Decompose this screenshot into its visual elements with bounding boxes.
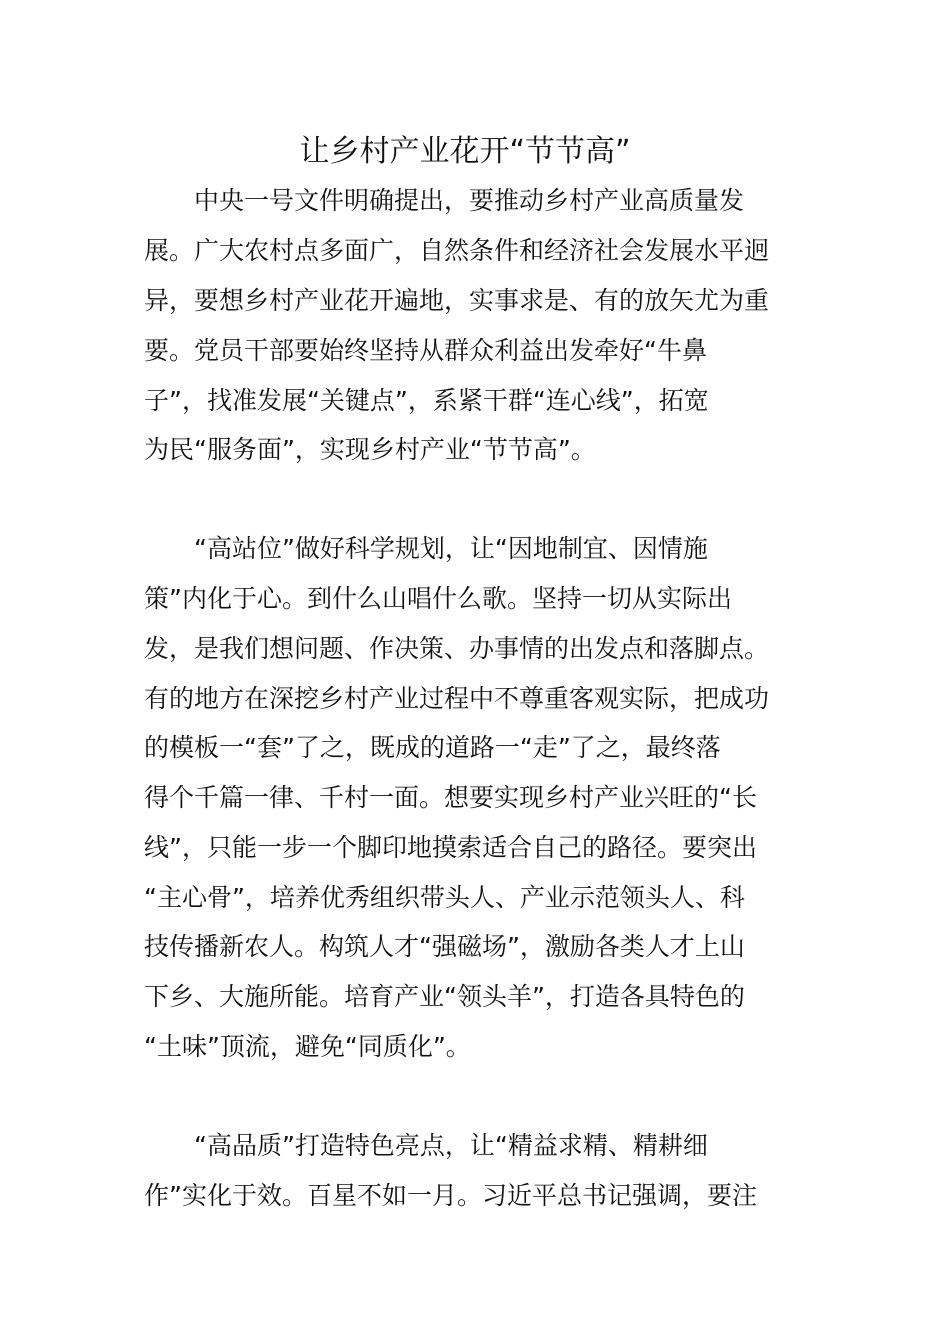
text-line: 下乡、大施所能。培育产业“领头羊”，打造各具特色的 xyxy=(144,982,745,1011)
text-line: “主心骨”，培养优秀组织带头人、产业示范领头人、科 xyxy=(144,883,745,912)
text-line: 的模板一“套”了之，既成的道路一“走”了之，最终落 xyxy=(144,733,721,762)
text-line: 为民“服务面”，实现乡村产业“节节高”。 xyxy=(144,435,596,464)
text-line: 中央一号文件明确提出，要推动乡村产业高质量发 xyxy=(144,186,745,215)
text-line: “高品质”打造特色亮点，让“精益求精、精耕细 xyxy=(144,1131,708,1160)
text-line: 发，是我们想问题、作决策、办事情的出发点和落脚点。 xyxy=(144,634,770,663)
text-line: 展。广大农村点多面广，自然条件和经济社会发展水平迥 xyxy=(144,236,770,265)
text-line: 有的地方在深挖乡村产业过程中不尊重客观实际，把成功 xyxy=(144,684,770,713)
text-line: 策”内化于心。到什么山唱什么歌。坚持一切从实际出 xyxy=(144,584,732,613)
text-line: 子”，找准发展“关键点”，系紧干群“连心线”，拓宽 xyxy=(144,386,709,415)
text-line: 异，要想乡村产业花开遍地，实事求是、有的放矢尤为重 xyxy=(144,286,770,315)
text-line: 得个千篇一律、千村一面。想要实现乡村产业兴旺的“长 xyxy=(144,783,757,812)
text-line: 作”实化于效。百星不如一月。习近平总书记强调，要注 xyxy=(144,1181,757,1210)
text-line: 线”，只能一步一个脚印地摸索适合自己的路径。要突出 xyxy=(144,833,757,862)
text-line: “高站位”做好科学规划，让“因地制宜、因情施 xyxy=(144,534,708,563)
text-line: 技传播新农人。构筑人才“强磁场”，激励各类人才上山 xyxy=(144,932,745,961)
text-line: 要。党员干部要始终坚持从群众利益出发牵好“牛鼻 xyxy=(144,336,707,365)
text-line: “土味”顶流，避免“同质化”。 xyxy=(144,1032,471,1061)
document-title: 让乡村产业花开“节节高” xyxy=(299,134,631,169)
